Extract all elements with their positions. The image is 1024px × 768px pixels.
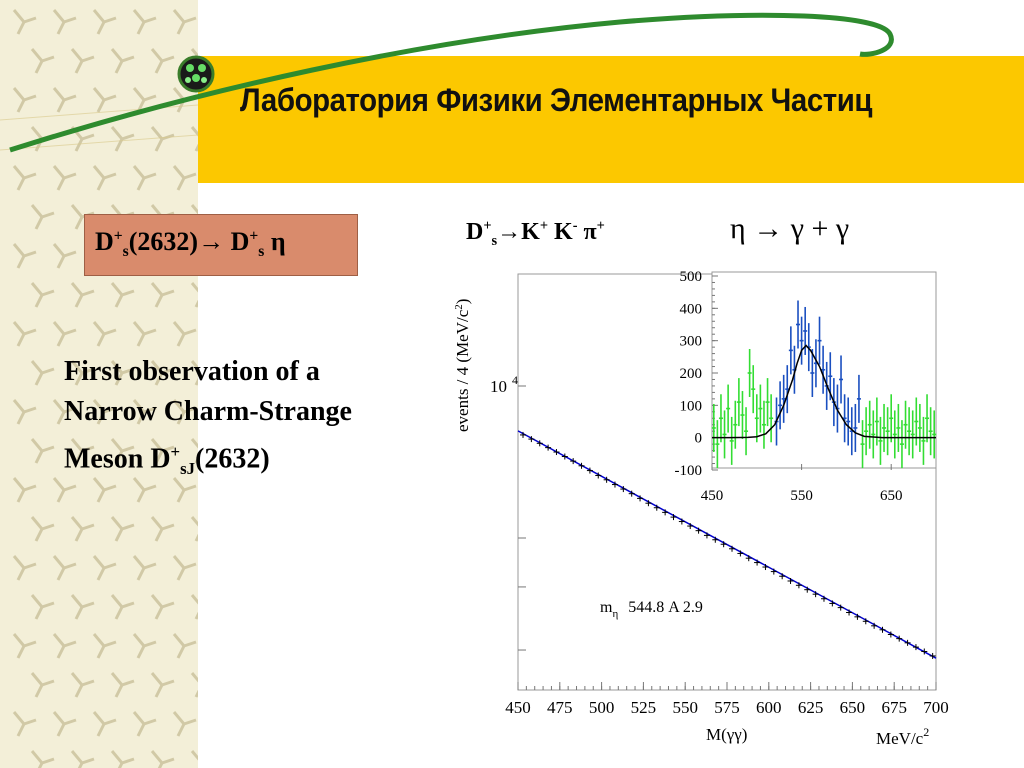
reaction-mid: (2632)→ D — [128, 227, 250, 256]
decay-k2-charge: - — [572, 218, 578, 234]
data-point — [905, 640, 911, 646]
x-tick-label: 575 — [714, 698, 740, 717]
observation-line-1: First observation of a — [64, 356, 320, 387]
decay-d-sub: s — [491, 232, 498, 249]
reaction-sub: s — [122, 243, 129, 261]
data-point — [788, 578, 794, 584]
data-point — [746, 555, 752, 561]
x-axis-unit: MeV/$c^2$ — [876, 725, 930, 748]
decay-pi-charge: + — [596, 218, 605, 234]
x-tick-label: 600 — [756, 698, 782, 717]
y-tick-label: 10 — [490, 377, 507, 396]
observation-sub: sJ — [180, 458, 196, 478]
x-tick-label: 475 — [547, 698, 573, 717]
inset-y-tick-label: 100 — [679, 398, 702, 415]
reaction-charge-2: + — [249, 227, 259, 245]
page-title: Лаборатория Физики Элементарных Частиц — [240, 82, 872, 118]
decay-d-charge: + — [483, 218, 492, 234]
inset-y-tick-label: 300 — [679, 333, 702, 350]
observation-charge: + — [170, 442, 181, 461]
decay-k: →K — [497, 219, 540, 245]
inset-x-tick-label: 550 — [790, 488, 813, 504]
inset-y-tick-label: 400 — [679, 301, 702, 318]
inset-y-tick-label: 200 — [679, 366, 702, 382]
inset-x-tick-label: 450 — [700, 488, 724, 504]
x-tick-label: 650 — [839, 698, 866, 717]
decay-k-charge: + — [539, 218, 549, 234]
inset-y-tick-label: -100 — [674, 463, 702, 479]
x-tick-label: 700 — [923, 698, 949, 717]
inset-y-tick-label: 500 — [679, 269, 702, 285]
x-axis-label: M(γγ) — [706, 725, 748, 744]
observation-mass: (2632) — [195, 443, 270, 475]
x-tick-label: 625 — [797, 698, 824, 717]
decay-k2: K — [548, 219, 573, 245]
reaction-particle: D — [95, 227, 114, 256]
reaction-charge: + — [113, 227, 123, 245]
y-axis-label: events / 4 $(MeV/c^2)$ — [453, 298, 472, 432]
decay-d: D — [466, 219, 484, 245]
x-tick-label: 525 — [630, 698, 657, 717]
y-tick-exponent: 4 — [512, 373, 518, 387]
reaction-eta: η — [264, 227, 286, 256]
reaction-sub-2: s — [258, 243, 265, 261]
mass-annotation: $m_\eta$ 544.8 A 2.9 — [600, 599, 703, 620]
observation-line-2: Narrow Charm-Strange — [64, 396, 352, 427]
x-tick-label: 675 — [881, 698, 907, 717]
eta-decay-label: η → γ + γ — [730, 212, 850, 245]
decay-pi: π — [577, 219, 597, 245]
observation-meson: Meson D — [64, 443, 171, 475]
inset-y-tick-label: 0 — [694, 430, 702, 447]
inset-x-tick-label: 650 — [879, 488, 903, 504]
x-tick-label: 450 — [505, 698, 531, 717]
x-tick-label: 550 — [672, 698, 698, 717]
x-tick-label: 500 — [588, 698, 615, 717]
